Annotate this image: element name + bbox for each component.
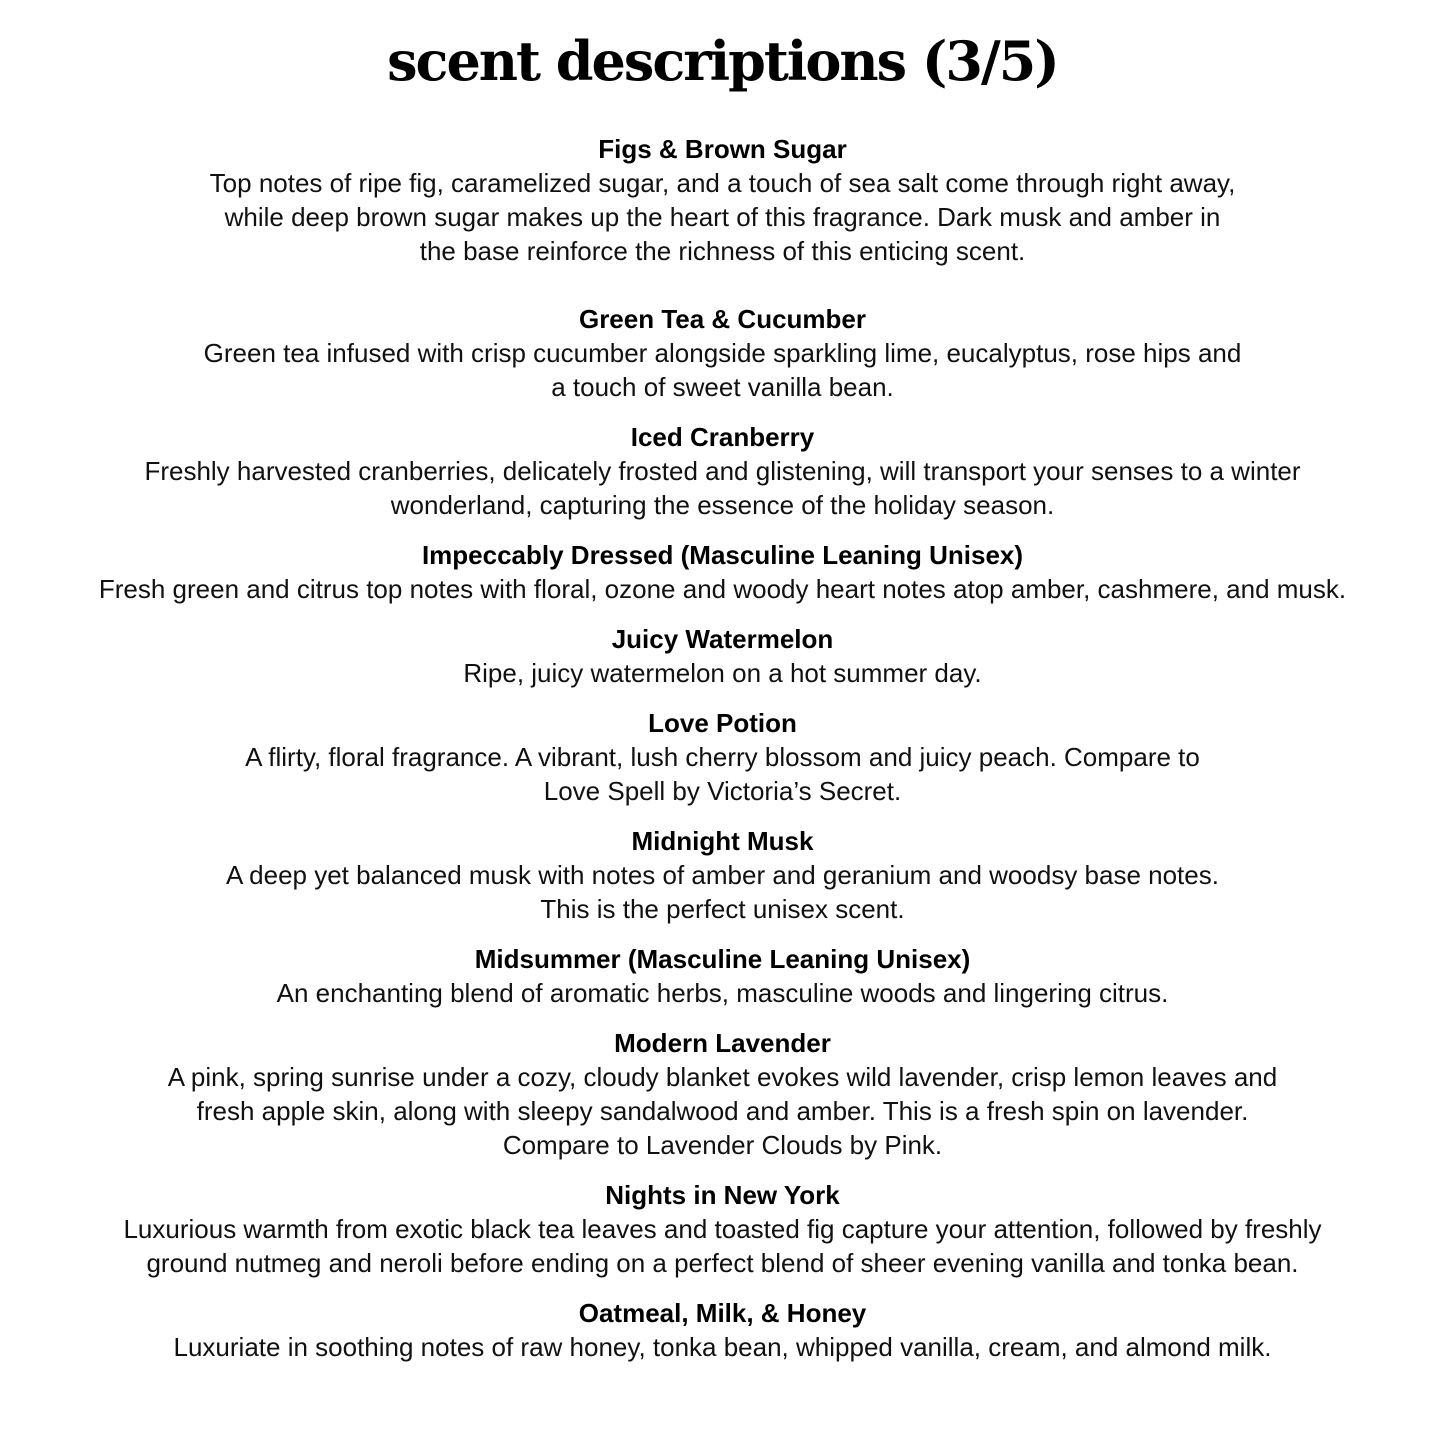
scent-name: Midsummer (Masculine Leaning Unisex) <box>474 944 971 974</box>
scent-description-line: Love Spell by Victoria’s Secret. <box>543 776 902 806</box>
scent-love-potion <box>10 706 1435 808</box>
scent-name: Love Potion <box>648 708 797 738</box>
scent-description-line: Luxuriate in soothing notes of raw honey, tonka bean, whipped vanilla, cream, and almond milk. <box>173 1332 1272 1362</box>
scent-green-tea-cucumber <box>10 302 1435 404</box>
scent-description-line: ground nutmeg and neroli before ending on a perfect blend of sheer evening vanilla and tonka bean. <box>146 1248 1299 1278</box>
scent-modern-lavender <box>10 1026 1435 1162</box>
scent-oatmeal-milk-honey <box>10 1296 1435 1364</box>
scent-list <box>10 132 1435 1364</box>
scent-description-line: Fresh green and citrus top notes with floral, ozone and woody heart notes atop amber, cashmere, and musk. <box>98 574 1347 604</box>
scent-name: Nights in New York <box>605 1180 840 1210</box>
scent-description-line: the base reinforce the richness of this enticing scent. <box>419 236 1026 266</box>
scent-figs-brown-sugar <box>10 132 1435 268</box>
scent-iced-cranberry <box>10 420 1435 522</box>
scent-description-line: Luxurious warmth from exotic black tea leaves and toasted fig capture your attention, followed by freshly <box>123 1214 1322 1244</box>
scent-description-line: A flirty, floral fragrance. A vibrant, lush cherry blossom and juicy peach. Compare to <box>245 742 1200 772</box>
page-title: scent descriptions (3/5) <box>387 29 1058 93</box>
scent-description-line: a touch of sweet vanilla bean. <box>551 372 894 402</box>
scent-description-line: Ripe, juicy watermelon on a hot summer day. <box>463 658 982 688</box>
scent-description-line: Compare to Lavender Clouds by Pink. <box>502 1130 943 1160</box>
scent-midsummer <box>10 942 1435 1010</box>
scent-name: Oatmeal, Milk, & Honey <box>578 1298 867 1328</box>
scent-midnight-musk <box>10 824 1435 926</box>
scent-description-line: while deep brown sugar makes up the heart of this fragrance. Dark musk and amber in <box>224 202 1221 232</box>
scent-description-line: wonderland, capturing the essence of the holiday season. <box>390 490 1055 520</box>
scent-name: Impeccably Dressed (Masculine Leaning Unisex) <box>421 540 1024 570</box>
scent-description-line: Top notes of ripe fig, caramelized sugar, and a touch of sea salt come through right away, <box>209 168 1236 198</box>
scent-description-line: This is the perfect unisex scent. <box>540 894 905 924</box>
scent-description-line: An enchanting blend of aromatic herbs, masculine woods and lingering citrus. <box>276 978 1169 1008</box>
scent-name: Figs & Brown Sugar <box>598 134 847 164</box>
scent-juicy-watermelon <box>10 622 1435 690</box>
scent-impeccably-dressed <box>10 538 1435 606</box>
scent-name: Midnight Musk <box>631 826 814 856</box>
scent-description-line: A deep yet balanced musk with notes of amber and geranium and woodsy base notes. <box>226 860 1219 890</box>
scent-nights-in-new-york <box>10 1178 1435 1280</box>
scent-description-line: Freshly harvested cranberries, delicately frosted and glistening, will transport your senses to a winter <box>144 456 1301 486</box>
scent-description-line: Green tea infused with crisp cucumber alongside sparkling lime, eucalyptus, rose hips and <box>203 338 1242 368</box>
scent-name: Iced Cranberry <box>630 422 815 452</box>
scent-description-line: A pink, spring sunrise under a cozy, cloudy blanket evokes wild lavender, crisp lemon leaves and <box>167 1062 1278 1092</box>
scent-name: Modern Lavender <box>614 1028 831 1058</box>
scent-name: Juicy Watermelon <box>611 624 834 654</box>
scent-description-line: fresh apple skin, along with sleepy sandalwood and amber. This is a fresh spin on lavender. <box>196 1096 1249 1126</box>
scent-name: Green Tea & Cucumber <box>578 304 867 334</box>
